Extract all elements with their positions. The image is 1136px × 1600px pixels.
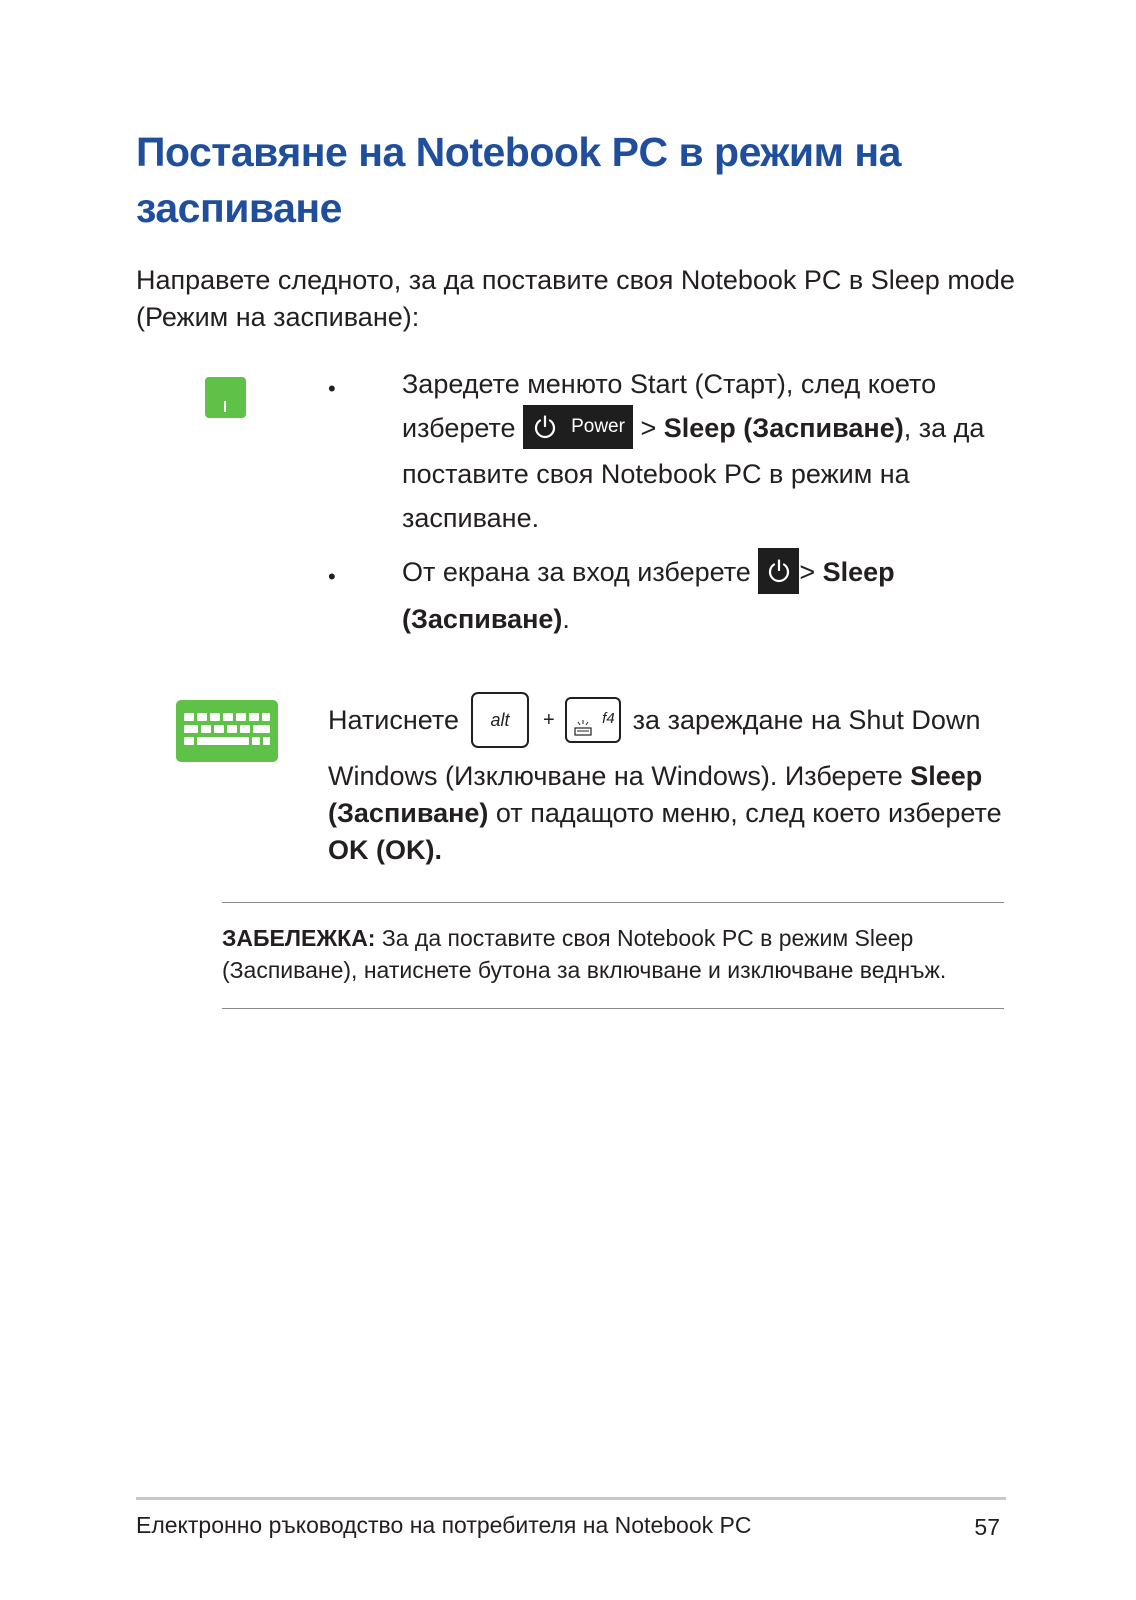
power-button-image: [758, 548, 799, 594]
separator: >: [640, 413, 657, 443]
note-top-divider: [222, 902, 1004, 903]
f4-key: [565, 697, 621, 743]
bullet-marker: •: [328, 376, 336, 401]
touch-gesture-icon: [205, 377, 246, 418]
press-label: Натиснете: [328, 704, 459, 735]
intro-paragraph: Направете следното, за да поставите своя Notebook PC в Sleep mode (Режим на заспиване):: [136, 265, 1015, 332]
bullet-text-part1: От екрана за вход изберете: [402, 557, 751, 587]
separator: >: [799, 557, 816, 587]
note-box: [222, 922, 1012, 986]
bullet-text-part2: .: [562, 603, 570, 634]
page-title: Поставяне на Notebook PC в режим на заспиване: [136, 129, 901, 231]
bullet-start-menu: [402, 362, 1002, 540]
sleep-option-label: Sleep (Заспиване): [328, 761, 983, 828]
power-icon: [531, 413, 559, 441]
keyboard-instructions: [328, 688, 1008, 869]
alt-key: alt: [471, 692, 529, 748]
power-button-image: [523, 405, 633, 449]
keyboard-icon: [176, 700, 278, 762]
bullet-login-screen: [402, 550, 1002, 641]
sleep-option-label: Sleep (Заспиване): [663, 413, 904, 443]
ok-label: OK (OK).: [328, 835, 442, 865]
bullet-text-part1: Заредете менюто Start (Старт), след което изберете: [402, 369, 937, 443]
note-text: За да поставите своя Notebook PC в режим Sleep (Заспиване), натиснете бутона за включване и изключване веднъж.: [222, 925, 947, 983]
keyboard-backlight-icon: [573, 719, 593, 737]
bullet-text-part2: , за да поставите своя Notebook PC в режим на заспиване.: [402, 413, 985, 533]
footer-title: Електронно ръководство на потребителя на Notebook PC: [136, 1512, 752, 1538]
page-number: 57: [974, 1514, 1000, 1540]
windows-text: Windows (Изключване на Windows). Изберете: [328, 761, 911, 791]
note-bottom-divider: [222, 1008, 1004, 1009]
power-label: Power: [571, 415, 625, 437]
power-icon: [765, 557, 793, 585]
bullet-marker: •: [328, 564, 336, 589]
note-label: ЗАБЕЛЕЖКА:: [222, 925, 376, 951]
footer-divider: [136, 1497, 1006, 1500]
sleep-option-label: Sleep (Заспиване): [402, 557, 895, 634]
plus-sign: +: [542, 708, 555, 731]
dropdown-text: от падащото меню, след което изберете: [488, 798, 1002, 828]
f4-key-label: f4: [602, 710, 615, 727]
after-keys-text: за зареждане на Shut Down: [632, 704, 981, 735]
